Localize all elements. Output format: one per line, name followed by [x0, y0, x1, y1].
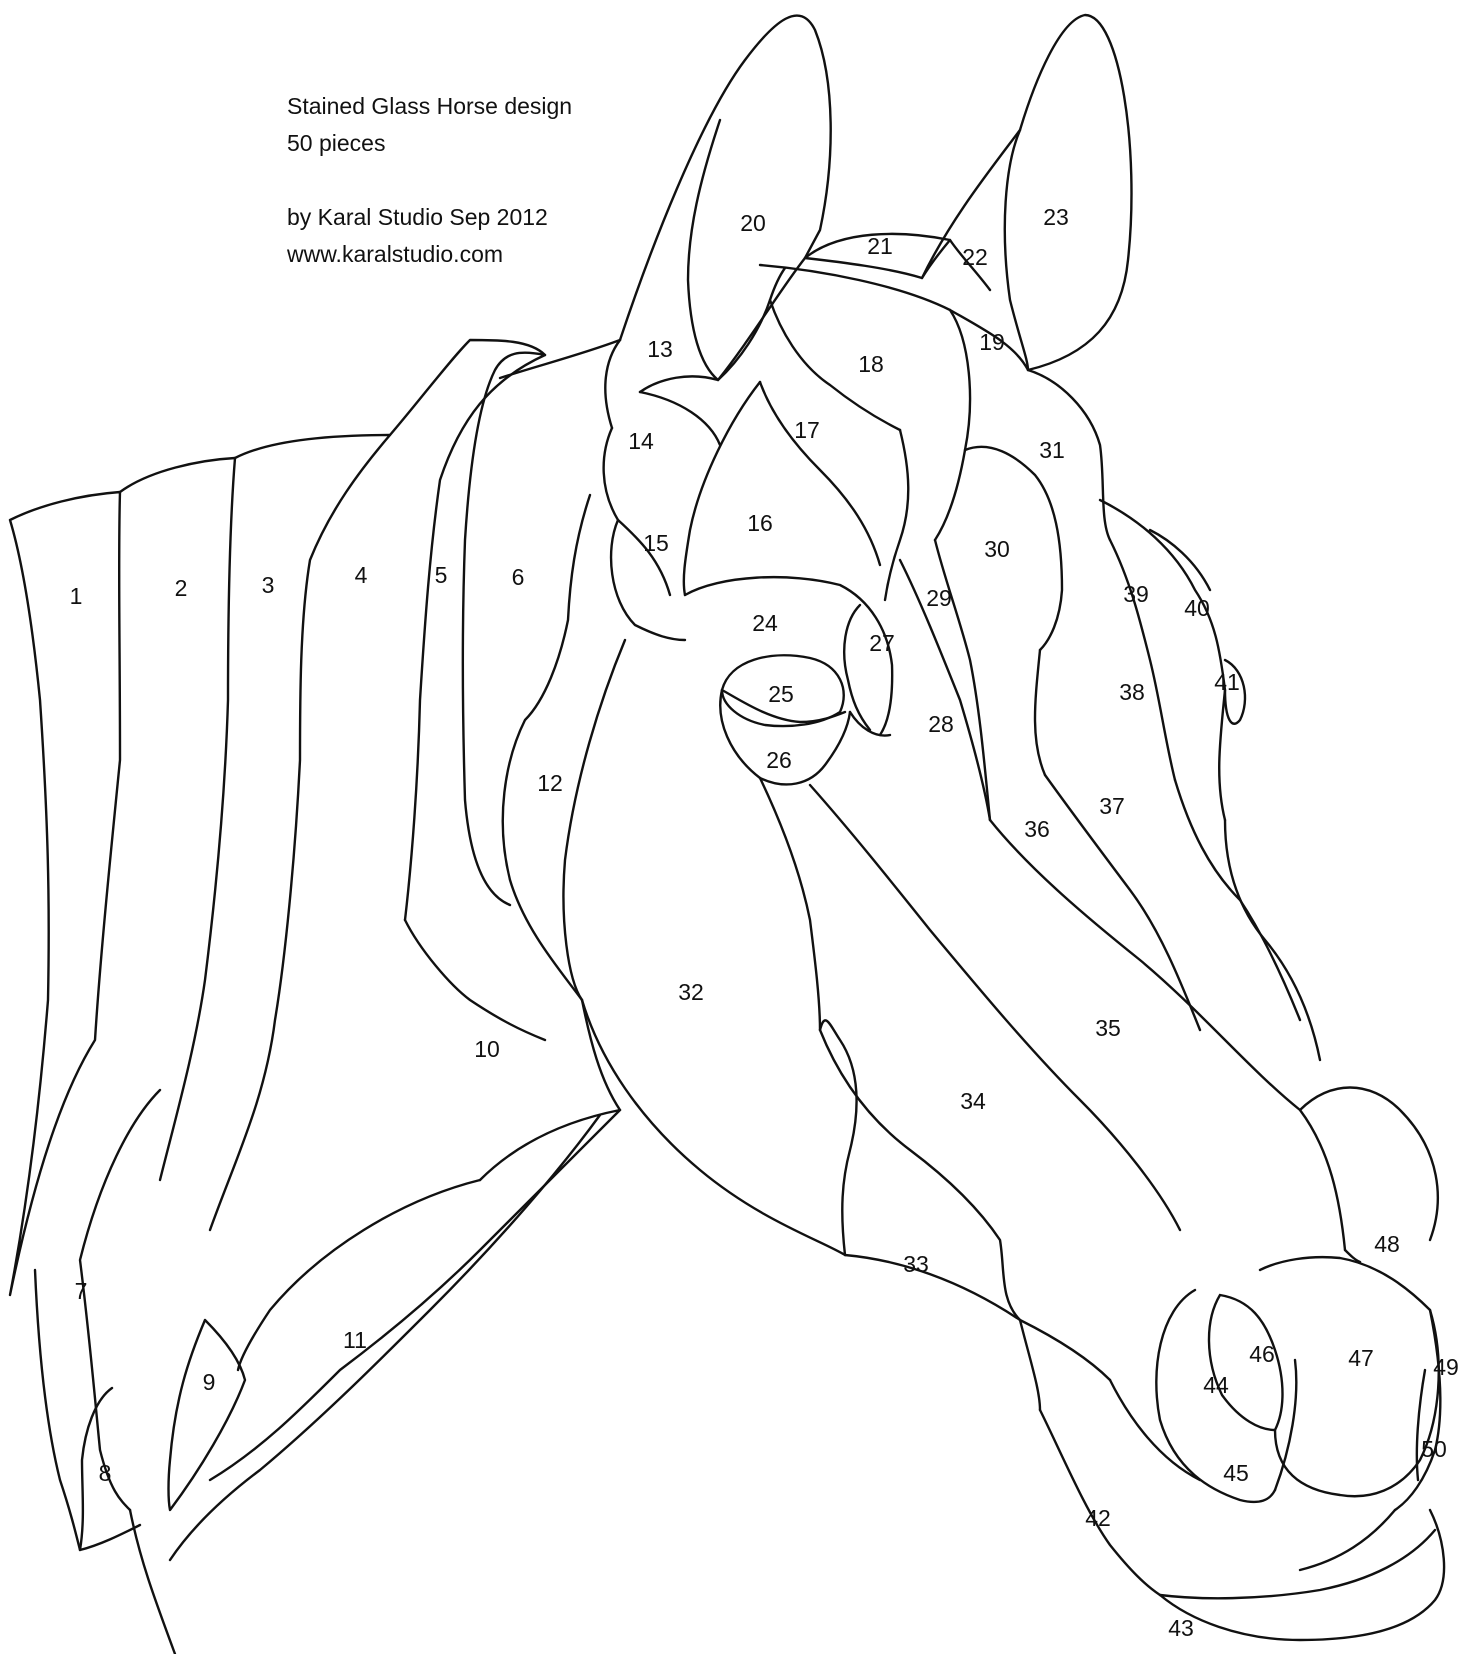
piece-label-39: 39 — [1123, 581, 1149, 608]
piece-label-47: 47 — [1348, 1345, 1374, 1372]
piece-label-27: 27 — [869, 630, 895, 657]
mane-stripe-3 — [210, 435, 390, 1230]
piece-label-4: 4 — [354, 562, 368, 589]
mane-stripe-1 — [10, 492, 120, 1295]
piece-label-18: 18 — [858, 351, 884, 378]
piece-label-12: 12 — [537, 770, 563, 797]
piece-label-22: 22 — [962, 244, 988, 271]
piece-label-45: 45 — [1223, 1460, 1249, 1487]
piece-label-19: 19 — [979, 329, 1005, 356]
piece-label-21: 21 — [867, 233, 893, 260]
piece-label-28: 28 — [928, 711, 954, 738]
piece-label-30: 30 — [984, 536, 1010, 563]
piece-label-34: 34 — [960, 1088, 986, 1115]
piece-label-20: 20 — [740, 210, 766, 237]
piece-label-13: 13 — [647, 336, 673, 363]
piece-label-23: 23 — [1043, 204, 1069, 231]
piece-label-16: 16 — [747, 510, 773, 537]
left-ear-inner — [688, 120, 805, 380]
piece-label-40: 40 — [1184, 595, 1210, 622]
piece-label-2: 2 — [174, 575, 188, 602]
piece-label-11: 11 — [343, 1327, 367, 1354]
piece-label-44: 44 — [1203, 1372, 1229, 1399]
piece-label-46: 46 — [1249, 1341, 1275, 1368]
left-ear-outline — [620, 16, 831, 340]
piece-label-31: 31 — [1039, 437, 1065, 464]
piece-label-6: 6 — [511, 564, 525, 591]
mane-stripe-4 — [390, 340, 545, 920]
piece-label-32: 32 — [678, 979, 704, 1006]
design-title: Stained Glass Horse design — [287, 93, 573, 119]
piece-label-49: 49 — [1433, 1354, 1459, 1381]
piece-label-14: 14 — [628, 428, 654, 455]
piece-label-36: 36 — [1024, 816, 1050, 843]
lead-lines — [10, 15, 1444, 1654]
piece-label-3: 3 — [261, 572, 275, 599]
piece-label-26: 26 — [766, 747, 792, 774]
piece-count: 50 pieces — [287, 130, 386, 156]
piece-label-50: 50 — [1421, 1436, 1447, 1463]
strand-9 — [169, 1320, 246, 1510]
piece-label-25: 25 — [768, 681, 794, 708]
strand-7 — [80, 1090, 160, 1510]
piece-label-17: 17 — [794, 417, 820, 444]
piece-numbers — [70, 204, 1459, 1641]
piece-label-37: 37 — [1099, 793, 1125, 820]
piece-label-29: 29 — [926, 585, 952, 612]
piece-label-24: 24 — [752, 610, 778, 637]
piece-label-8: 8 — [98, 1460, 112, 1487]
piece-label-33: 33 — [903, 1251, 929, 1278]
mane-stripe-6 — [500, 340, 620, 378]
piece-label-48: 48 — [1374, 1231, 1400, 1258]
muzzle-47 — [1260, 1257, 1439, 1496]
right-ear-inner — [1005, 130, 1028, 370]
piece-label-9: 9 — [202, 1369, 216, 1396]
piece-label-5: 5 — [434, 562, 448, 589]
studio-website: www.karalstudio.com — [287, 241, 504, 267]
piece-label-41: 41 — [1214, 669, 1240, 696]
piece-label-7: 7 — [74, 1278, 88, 1305]
mane-stripe-2 — [120, 458, 235, 1180]
studio-credit: by Karal Studio Sep 2012 — [287, 204, 548, 230]
piece-label-43: 43 — [1168, 1615, 1194, 1642]
piece-label-15: 15 — [643, 530, 669, 557]
piece-label-1: 1 — [69, 583, 83, 610]
piece-label-38: 38 — [1119, 679, 1145, 706]
piece-label-10: 10 — [474, 1036, 500, 1063]
piece-label-42: 42 — [1085, 1505, 1111, 1532]
piece-label-35: 35 — [1095, 1015, 1121, 1042]
